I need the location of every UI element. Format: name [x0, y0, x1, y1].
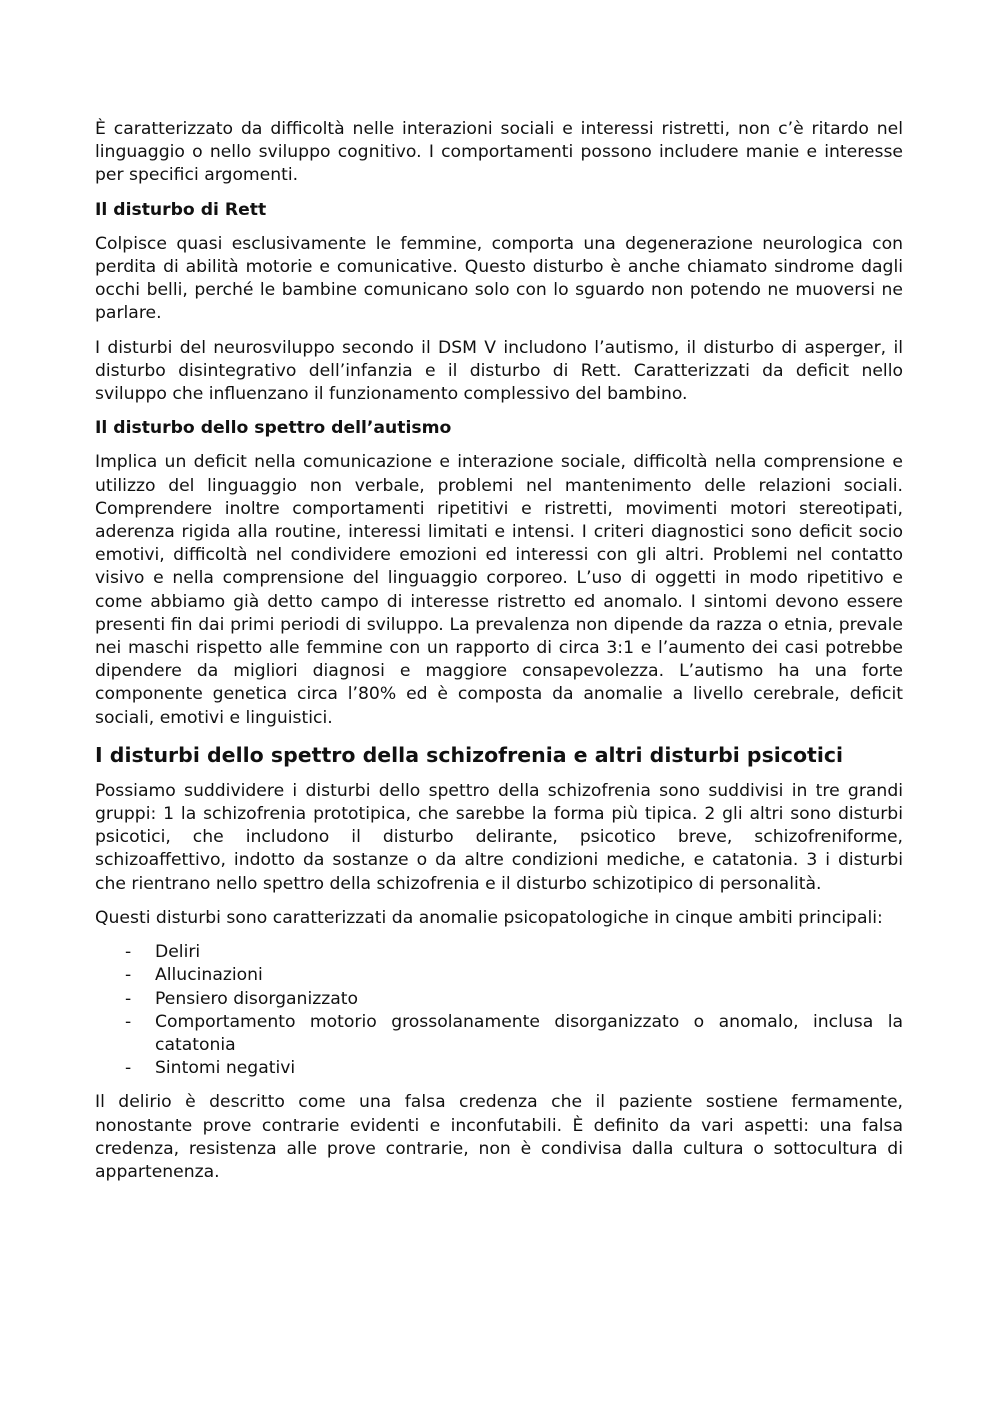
paragraph-rett: Colpisce quasi esclusivamente le femmine, comporta una degenerazione neurologica con perdita di abilità motorie e comunicative. Questo disturbo è anche chiamato sindrome dagli occhi belli, perché le bambine comunicano solo con lo sguardo non potendo ne muoversi ne parlare.	[95, 233, 903, 324]
heading-autism: Il disturbo dello spettro dell’autismo	[95, 418, 452, 439]
paragraph-ambiti: Questi disturbi sono caratterizzati da anomalie psicopatologiche in cinque ambiti principali:	[95, 907, 883, 928]
list-item-text: Comportamento motorio grossolanamente disorganizzato o anomalo, inclusa la catatonia	[155, 1011, 903, 1055]
list-item	[95, 941, 903, 964]
paragraph-schizophrenia: Possiamo suddividere i disturbi dello spettro della schizofrenia sono suddivisi in tre grandi gruppi: 1 la schizofrenia prototipica, che sarebbe la forma più tipica. 2 gli altri sono disturbi psicotici, che includono il disturbo delirante, psicotico breve, schizofreniforme, schizoaffettivo, indotto da sostanze o da altre condizioni mediche, e catatonia. 3 i disturbi che rientrano nello spettro della schizofrenia e il disturbo schizotipico di personalità.	[95, 780, 903, 894]
list-marker: -	[125, 1058, 132, 1079]
heading-rett: Il disturbo di Rett	[95, 199, 267, 220]
list-marker: -	[125, 942, 132, 963]
list-item	[95, 988, 903, 1011]
list-marker: -	[125, 988, 132, 1009]
list-marker: -	[125, 965, 132, 986]
list-item	[95, 1057, 903, 1080]
paragraph-delirio: Il delirio è descritto come una falsa credenza che il paziente sostiene fermamente, nonostante prove contrarie evidenti e inconfutabili. È definito da vari aspetti: una falsa credenza, resistenza alle prove contrarie, non è condivisa dalla cultura o sottocultura di appartenenza.	[95, 1092, 903, 1182]
list-item-text: Allucinazioni	[155, 965, 263, 986]
document-page	[95, 118, 903, 1184]
paragraph-autism: Implica un deficit nella comunicazione e interazione sociale, difficoltà nella comprensione e utilizzo del linguaggio non verbale, problemi nel mantenimento delle relazioni sociali. Comprendere inoltre comportamenti ripetitivi e ristretti, movimenti motori stereotipati, aderenza rigida alla routine, interessi limitati e intensi. I criteri diagnostici sono deficit socio emotivi, difficoltà nel condividere emozioni ed interessi con gli altri. Problemi nel contatto visivo e nella comprensione del linguaggio corporeo. L’uso di oggetti in modo ripetitivo e come abbiamo già detto campo di interesse ristretto ed anomalo. I sintomi devono essere presenti fin dai primi periodi di sviluppo. La prevalenza non dipende da razza o etnia, prevale nei maschi rispetto alle femmine con un rapporto di circa 3:1 e l’aumento dei casi potrebbe dipendere da migliori diagnosi e maggiore consapevolezza. L’autismo ha una forte componente genetica circa l’80% ed è composta da anomalie a livello cerebrale, deficit sociali, emotivi e linguistici.	[95, 452, 903, 728]
paragraph-intro: È caratterizzato da difficoltà nelle interazioni sociali e interessi ristretti, non c’è ritardo nel linguaggio o nello sviluppo cognitivo. I comportamenti possono includere manie e interesse per specifici argomenti.	[95, 119, 903, 186]
heading-schizophrenia: I disturbi dello spettro della schizofrenia e altri disturbi psicotici	[95, 742, 844, 767]
list-item	[95, 1011, 903, 1057]
symptom-list	[95, 941, 903, 1080]
paragraph-neurosviluppo: I disturbi del neurosviluppo secondo il DSM V includono l’autismo, il disturbo di asperger, il disturbo disintegrativo dell’infanzia e il disturbo di Rett. Caratterizzati da deficit nello sviluppo che influenzano il funzionamento complessivo del bambino.	[95, 337, 903, 405]
list-item-text: Deliri	[155, 942, 201, 963]
list-item-text: Pensiero disorganizzato	[155, 988, 359, 1009]
list-item-text: Sintomi negativi	[155, 1058, 296, 1079]
list-marker: -	[125, 1011, 132, 1032]
list-item	[95, 964, 903, 987]
